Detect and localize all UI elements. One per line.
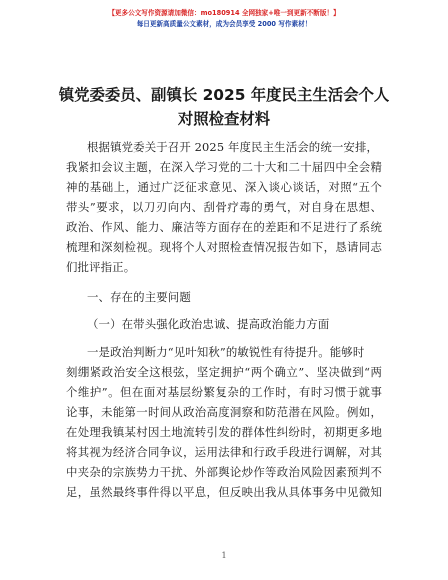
section-paragraph-line: 将其视为经济合同争议，运用法律和行政手段进行调解，对其 [66,445,382,459]
page-number: 1 [221,551,227,560]
section-paragraph-line: 足，虽然最终事件得以平息，但反映出我从具体事务中见微知 [66,485,382,499]
intro-paragraph-line: 带头”要求，以刀刃向内、刮骨疗毒的勇气，对自身在思想、 [66,200,382,214]
section-paragraph-line: 在处理我镇某村因土地流转引发的群体性纠纷时，初期更多地 [66,425,382,439]
intro-paragraph-line: 我紧扣会议主题，在深入学习党的二十大和二十届四中全会精 [66,160,382,174]
section-heading: 一、存在的主要问题 [87,290,191,304]
document-title-line-2: 对照检查材料 [177,110,271,128]
section-paragraph-line: 一是政治判断力“见叶知秋”的敏锐性有待提升。能够时 [87,345,365,359]
promo-banner-line-1: 【更多公文写作资源请加微信：mo180914 全网独家+唯一到更新不断版！】 [108,9,340,17]
subsection-heading: （一）在带头强化政治忠诚、提高政治能力方面 [87,317,330,331]
intro-paragraph-line: 政治、作风、能力、廉洁等方面存在的差距和不足进行了系统 [66,220,382,234]
section-paragraph-line: 刻绷紧政治安全这根弦，坚定拥护“两个确立”、坚决做到“两 [66,365,382,379]
intro-paragraph-line: 们批评指正。 [66,260,136,274]
section-paragraph-line: 个维护”。但在面对基层纷繁复杂的工作时，有时习惯于就事 [66,385,382,399]
intro-paragraph-line: 根据镇党委关于召开 2025 年度民主生活会的统一安排， [87,140,379,154]
intro-paragraph-line: 梳理和深刻检视。现将个人对照检查情况报告如下，恳请同志 [66,240,382,254]
promo-banner-line-2: 每日更新高质量公文素材，成为会员享受 2000 写作素材！ [136,20,312,28]
document-title-line-1: 镇党委委员、副镇长 2025 年度民主生活会个人 [58,86,390,104]
intro-paragraph-line: 神的基础上，通过广泛征求意见、深入谈心谈话，对照“五个 [66,180,382,194]
section-paragraph-line: 中夹杂的宗族势力干扰、外部舆论炒作等政治风险因素预判不 [66,465,382,479]
section-paragraph-line: 论事，未能第一时间从政治高度洞察和防范潜在风险。例如， [66,405,382,419]
